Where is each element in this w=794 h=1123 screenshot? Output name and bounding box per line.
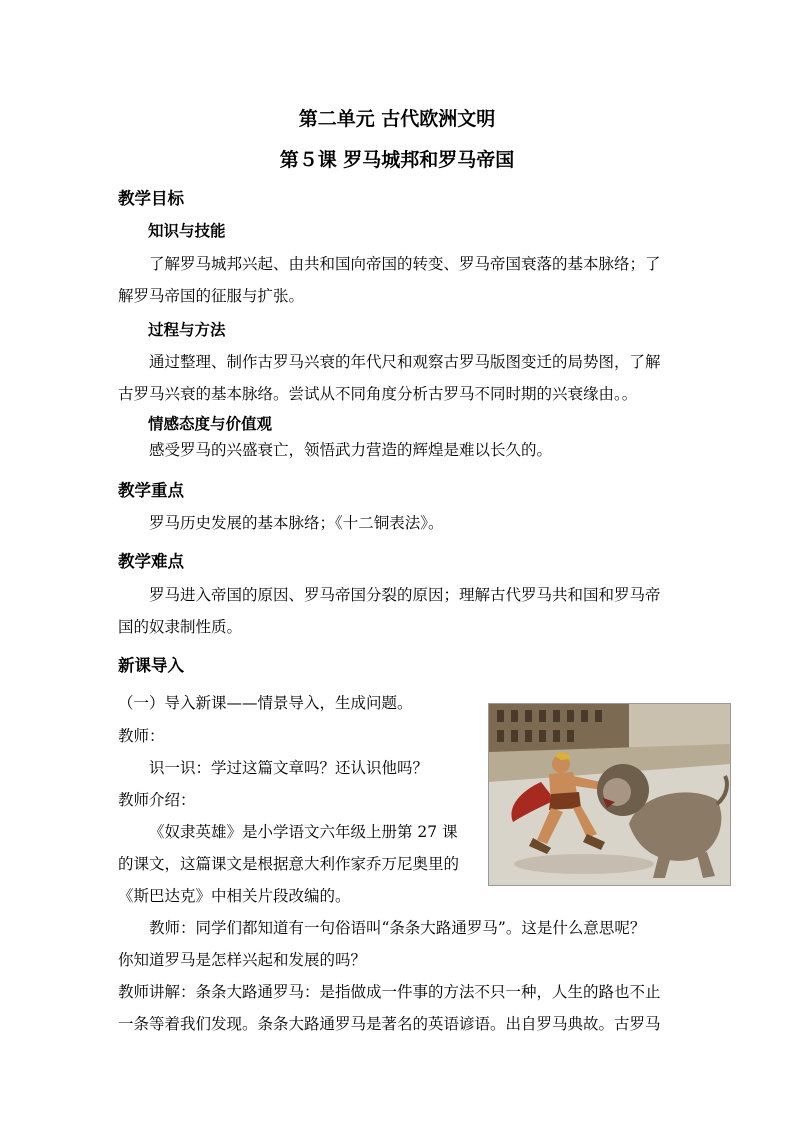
- difficulties-heading: 教学难点: [118, 552, 184, 571]
- intro-line-11: 一条等着我们发现。条条大路通罗马是著名的英语谚语。出自罗马典故。古罗马: [118, 1015, 661, 1033]
- intro-line-7: 《斯巴达克》中相关片段改编的。: [118, 887, 351, 905]
- intro-line-3: 识一识：学过这篇文章吗？还认识他吗？: [149, 759, 429, 777]
- difficulties-text-line1: 罗马进入帝国的原因、罗马帝国分裂的原因；理解古代罗马共和国和罗马帝: [149, 586, 661, 604]
- process-text-line1: 通过整理、制作古罗马兴衰的年代尺和观察古罗马版图变迁的局势图，了解: [149, 353, 661, 371]
- intro-line-9: 你知道罗马是怎样兴起和发展的吗？: [118, 951, 367, 969]
- knowledge-text-line1: 了解罗马城邦兴起、由共和国向帝国的转变、罗马帝国衰落的基本脉络；了: [149, 255, 661, 273]
- unit-title: 第二单元 古代欧洲文明: [298, 108, 496, 130]
- lesson-title: 第５课 罗马城邦和罗马帝国: [279, 149, 515, 171]
- knowledge-text-line2: 解罗马帝国的征服与扩张。: [118, 287, 305, 305]
- process-heading: 过程与方法: [148, 320, 226, 339]
- intro-line-10: 教师讲解：条条大路通罗马：是指做成一件事的方法不只一种，人生的路也不止: [118, 983, 661, 1001]
- gladiator-fighting-lion-illustration: [488, 703, 731, 886]
- difficulties-text-line2: 国的奴隶制性质。: [118, 618, 243, 636]
- intro-line-8: 教师：同学们都知道有一句俗语叫“条条大路通罗马”。这是什么意思呢？: [149, 919, 646, 937]
- intro-heading: 新课导入: [118, 656, 184, 675]
- knowledge-heading: 知识与技能: [148, 221, 226, 240]
- intro-line-1: （一）导入新课——情景导入，生成问题。: [118, 694, 413, 712]
- key-points-heading: 教学重点: [118, 481, 184, 500]
- key-points-text: 罗马历史发展的基本脉络；《十二铜表法》。: [149, 514, 444, 532]
- intro-line-2: 教师：: [118, 727, 165, 745]
- intro-line-6: 的课文，这篇课文是根据意大利作家乔万尼奥里的: [118, 855, 460, 873]
- attitude-text-line1: 感受罗马的兴盛衰亡，领悟武力营造的辉煌是难以长久的。: [149, 441, 553, 459]
- intro-line-4: 教师介绍：: [118, 791, 196, 809]
- attitude-heading: 情感态度与价值观: [148, 414, 273, 433]
- objectives-heading: 教学目标: [118, 189, 184, 208]
- intro-line-5: 《奴隶英雄》是小学语文六年级上册第 27 课: [149, 823, 458, 841]
- process-text-line2: 古罗马兴衰的基本脉络。尝试从不同角度分析古罗马不同时期的兴衰缘由。。: [118, 385, 638, 403]
